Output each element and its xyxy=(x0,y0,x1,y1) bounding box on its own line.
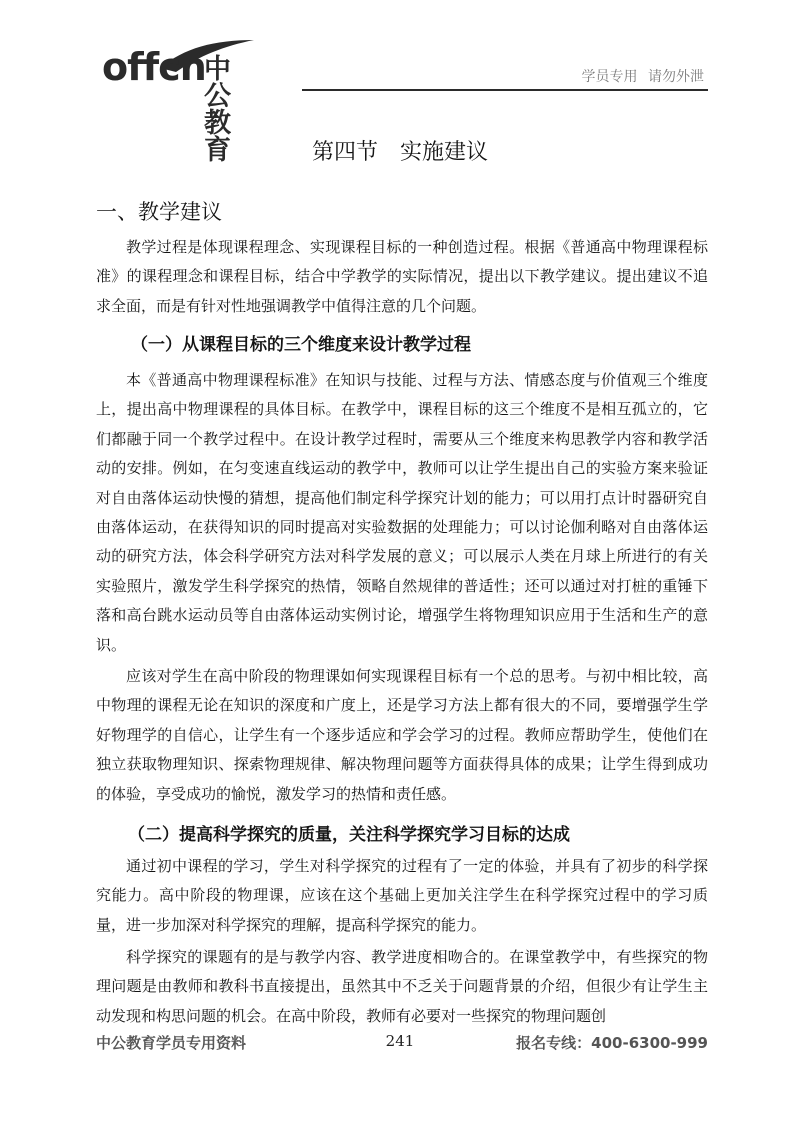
paragraph-inquiry-topics: 科学探究的课题有的是与教学内容、教学进度相吻合的。在课堂教学中，有些探究的物理问题是由教师和教科书直接提出，虽然其中不乏关于问题背景的介绍，但很少有让学生主动发现和构思问题的机会。在高中阶段，教师有必要对一些探究的物理问题创 xyxy=(96,948,708,1025)
header-confidential-note: 学员专用 请勿外泄 xyxy=(581,69,704,85)
subheading-three-dimensions: （一）从课程目标的三个维度来设计教学过程 xyxy=(131,335,471,355)
heading-teaching-suggestions: 一、教学建议 xyxy=(96,200,222,224)
paragraph-intro: 教学过程是体现课程理念、实现课程目标的一种创造过程。根据《普通高中物理课程标准》的课程理念和课程目标，结合中学教学的实际情况，提出以下教学建议。提出建议不追求全面，而是有针对性地强调教学中值得注意的几个问题。 xyxy=(96,238,708,315)
page-number: 241 xyxy=(385,1032,415,1050)
logo-chinese-name: 中公教育 xyxy=(204,54,232,166)
paragraph-inquiry-ability: 通过初中课程的学习，学生对科学探究的过程有了一定的体验，并具有了初步的科学探究能力。高中阶段的物理课，应该在这个基础上更加关注学生在科学探究过程中的学习质量，进一步加深对科学探究的理解，提高科学探究的能力。 xyxy=(96,857,708,934)
paragraph-dimensions-example: 本《普通高中物理课程标准》在知识与技能、过程与方法、情感态度与价值观三个维度上，提出高中物理课程的具体目标。在教学中，课程目标的这三个维度不是相互孤立的，它们都融于同一个教学过程中。在设计教学过程时，需要从三个维度来构思教学内容和教学活动的安排。例如，在匀变速直线运动的教学中，教师可以让学生提出自己的实验方案来验证对自由落体运动快慢的猜想，提高他们制定科学探究计划的能力；可以用打点计时器研究自由落体运动，在获得知识的同时提高对实验数据的处理能力；可以讨论伽利略对自由落体运动的研究方法，体会科学研究方法对科学发展的意义；可以展示人类在月球上所进行的有关实验照片，激发学生科学探究的热情，领略自然规律的普适性；还可以通过对打桩的重锤下落和高台跳水运动员等自由落体运动实例讨论，增强学生将物理知识应用于生活和生产的意识。 xyxy=(96,371,708,654)
footer-material-label: 中公教育学员专用资料 xyxy=(96,1034,247,1052)
paragraph-overall-thinking: 应该对学生在高中阶段的物理课如何实现课程目标有一个总的思考。与初中相比较，高中物理的课程无论在知识的深度和广度上，还是学习方法上都有很大的不同，要增强学生学好物理学的自信心，让学生有一个逐步适应和学会学习的过程。教师应帮助学生，使他们在独立获取物理知识、探索物理规律、解决物理问题等方面获得具体的成果；让学生得到成功的体验，享受成功的愉悦，激发学习的热情和责任感。 xyxy=(96,667,708,803)
logo-wordmark: offcn xyxy=(102,45,206,89)
section-title: 第四节 实施建议 xyxy=(311,140,488,165)
footer-hotline: 报名专线：400-6300-999 xyxy=(516,1034,708,1052)
header-divider xyxy=(302,89,708,91)
subheading-scientific-inquiry: （二）提高科学探究的质量，关注科学探究学习目标的达成 xyxy=(128,825,570,845)
